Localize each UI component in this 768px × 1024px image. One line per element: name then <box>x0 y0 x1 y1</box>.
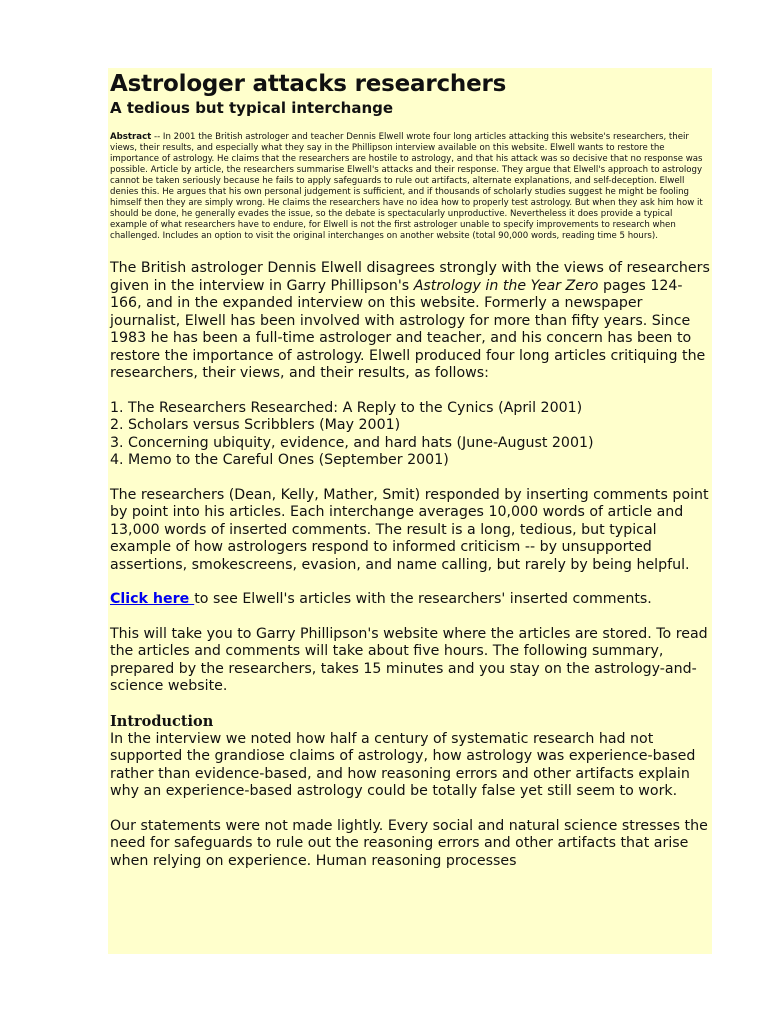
paragraph-statements: Our statements were not made lightly. Every social and natural science stresses the need for safeguards to rule out the reasoning errors and other artifacts that arise when relying on experience. Human reasoning processes <box>110 817 708 869</box>
paragraph-text: pages 124-166, and in the expanded interview on this website. Formerly a newspaper journalist, Elwell has been involved with astrology for more than fifty years. Since 1983 he has been a full-time astrologer and teacher, and his concern has been to restore the importance of astrology. Elwell produced four long articles critiquing the researchers, their views, and their results, as follows: <box>110 277 706 381</box>
paragraph-website-info: This will take you to Garry Phillipson's website where the articles are stored. To read the articles and comments will take about five hours. The following summary, prepared by the researchers, takes 15 minutes and you stay on the astrology-and-science website. <box>110 625 708 694</box>
article-list <box>110 400 710 470</box>
abstract-text: -- In 2001 the British astrologer and teacher Dennis Elwell wrote four long articles attacking this website's researchers, their views, their results, and especially what they say in the Phillipson interview available on this website. Elwell wants to restore the importance of astrology. He claims that the researchers are hostile to astrology, and that his attack was so decisive that no response was possible. Article by article, the researchers summarise Elwell's attacks and their response. They argue that Elwell's approach to astrology cannot be taken seriously because he fails to apply safeguards to rule out artifacts, alternate explanations, and self-deception. Elwell denies this. He argues that his own personal judgement is sufficient, and if thousands of scholarly studies suggest he might be fooling himself then they are simply wrong. He claims the researchers have no idea how to properly test astrology. But when they ask him how it should be done, he generally evades the issue, so the debate is spectacularly unproductive. Nevertheless it does provide a typical example of what researchers have to endure, for Elwell is not the first astrologer unable to specify improvements to research when challenged. Includes an option to visit the original interchanges on another website (total 90,000 words, reading time 5 hours). <box>110 132 703 241</box>
paragraph-introduction: In the interview we noted how half a century of systematic research had not supported the grandiose claims of astrology, how astrology was experience-based rather than evidence-based, and how reasoning errors and other artifacts explain why an experience-based astrology could be totally false yet still seem to work. <box>110 730 696 799</box>
list-item: 4. Memo to the Careful Ones (September 2001) <box>110 452 449 468</box>
document-page <box>108 68 712 954</box>
paragraph-click-here <box>110 591 710 609</box>
list-item: 3. Concerning ubiquity, evidence, and hard hats (June-August 2001) <box>110 434 594 451</box>
paragraph-intro-elwell <box>110 260 710 383</box>
list-item: 2. Scholars versus Scribblers (May 2001) <box>110 417 401 433</box>
page-title: Astrologer attacks researchers <box>110 71 507 97</box>
list-item: 1. The Researchers Researched: A Reply to the Cynics (April 2001) <box>110 399 583 416</box>
abstract-label: Abstract <box>110 132 152 142</box>
paragraph-text: to see Elwell's articles with the researchers' inserted comments. <box>194 591 652 607</box>
paragraph-researchers: The researchers (Dean, Kelly, Mather, Smit) responded by inserting comments point by point into his articles. Each interchange averages 10,000 words of article and 13,000 words of inserted comments. The result is a long, tedious, but typical example of how astrologers respond to informed criticism -- by unsupported assertions, smokescreens, evasion, and name calling, but rarely by being helpful. <box>110 486 709 573</box>
page-subtitle: A tedious but typical interchange <box>110 99 394 117</box>
abstract <box>110 132 710 242</box>
paragraph-text: The British astrologer Dennis Elwell disagrees strongly with the views of researchers given in the interview in Garry Phillipson's <box>110 260 710 294</box>
book-title: Astrology in the Year Zero <box>413 277 599 294</box>
section-heading-introduction: Introduction <box>110 712 214 730</box>
click-here-link[interactable]: Click here <box>110 591 195 607</box>
